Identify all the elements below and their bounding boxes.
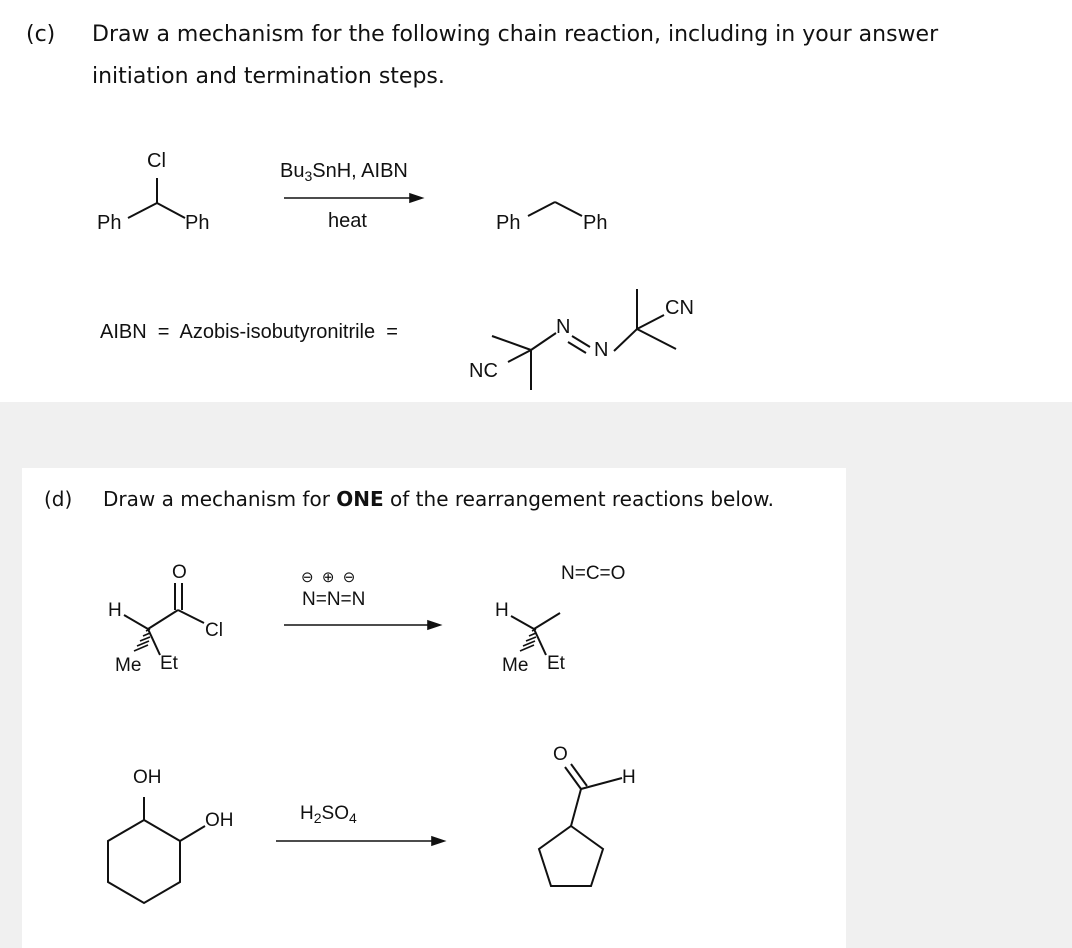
aibn-bond-4 — [637, 329, 676, 349]
part-c-question-line2: initiation and termination steps. — [92, 64, 445, 89]
aibn-definition: AIBN = Azobis-isobutyronitrile = — [100, 321, 398, 343]
d2-reagent: $H_2SO_4$ — [300, 803, 357, 826]
d2p-o: O — [553, 744, 568, 765]
d1p-me: Me — [502, 655, 529, 676]
d2p-bond-h — [581, 778, 622, 789]
aibn-n1: N — [556, 316, 571, 338]
d1-h: H — [108, 600, 122, 621]
c-conditions: heat — [328, 210, 367, 232]
d1-me: Me — [115, 655, 142, 676]
d1-bond-cl — [178, 610, 204, 623]
d2-cyclohexane-ring — [108, 820, 180, 903]
d1p-hash-bond — [520, 629, 536, 651]
d1-arrow-head — [428, 621, 440, 629]
aibn-bond-nc — [508, 350, 531, 362]
d2-oh-top: OH — [133, 767, 162, 788]
part-d-label: (d) — [44, 487, 73, 511]
d1-hash-bond — [134, 629, 150, 651]
part-d-question: Draw a mechanism for ONE of the rearrangement reactions below. — [103, 487, 774, 511]
d2-oh-side: OH — [205, 810, 234, 831]
c-reactant-ph-right: Ph — [185, 212, 210, 234]
c-arrow-head — [410, 194, 422, 202]
d1p-nco: N=C=O — [561, 563, 626, 584]
c-reagents: $Bu_3SnH$, AIBN — [280, 160, 408, 184]
d2p-cyclopentane-ring — [539, 826, 603, 886]
c-product-ph-right: Ph — [583, 212, 608, 234]
d1p-et: Et — [547, 653, 565, 674]
part-c-question-line1: Draw a mechanism for the following chain reaction, including in your answer — [92, 22, 939, 47]
d1-cl: Cl — [205, 620, 223, 641]
aibn-bond-cn — [637, 315, 664, 329]
d2p-bond-o-b — [571, 764, 587, 786]
d1p-bond-h — [511, 616, 534, 629]
d2-bond-oh-side — [180, 826, 205, 841]
c-reactant-bond-left — [128, 203, 157, 218]
azide-reagent: N=N=N — [302, 589, 366, 610]
d1-et: Et — [160, 653, 178, 674]
aibn-bond-n1 — [531, 333, 556, 350]
azide-charges: ⊖ ⊕ ⊖ — [301, 569, 356, 586]
aibn-bond-1 — [492, 336, 531, 350]
c-reactant-bond-right — [157, 203, 185, 218]
aibn-n2: N — [594, 339, 609, 361]
d2p-bond-cho — [571, 789, 581, 826]
c-reactant-ph-left: Ph — [97, 212, 122, 234]
d1-o: O — [172, 562, 187, 583]
part-c-label: (c) — [26, 22, 56, 47]
c-product-bond-left — [528, 202, 555, 216]
aibn-cn: CN — [665, 297, 694, 319]
d1-bond-h — [124, 615, 148, 629]
aibn-bond-n2 — [614, 329, 637, 351]
d1-bond-co — [148, 610, 178, 629]
d1p-bond-n — [534, 613, 560, 629]
d2-arrow-head — [432, 837, 444, 845]
d2p-bond-o-a — [565, 767, 581, 789]
aibn-nc: NC — [469, 360, 498, 382]
c-reactant-cl: Cl — [147, 150, 166, 172]
d2p-h: H — [622, 767, 636, 788]
c-product-ph-left: Ph — [496, 212, 521, 234]
d1p-h: H — [495, 600, 509, 621]
c-product-bond-right — [555, 202, 582, 216]
